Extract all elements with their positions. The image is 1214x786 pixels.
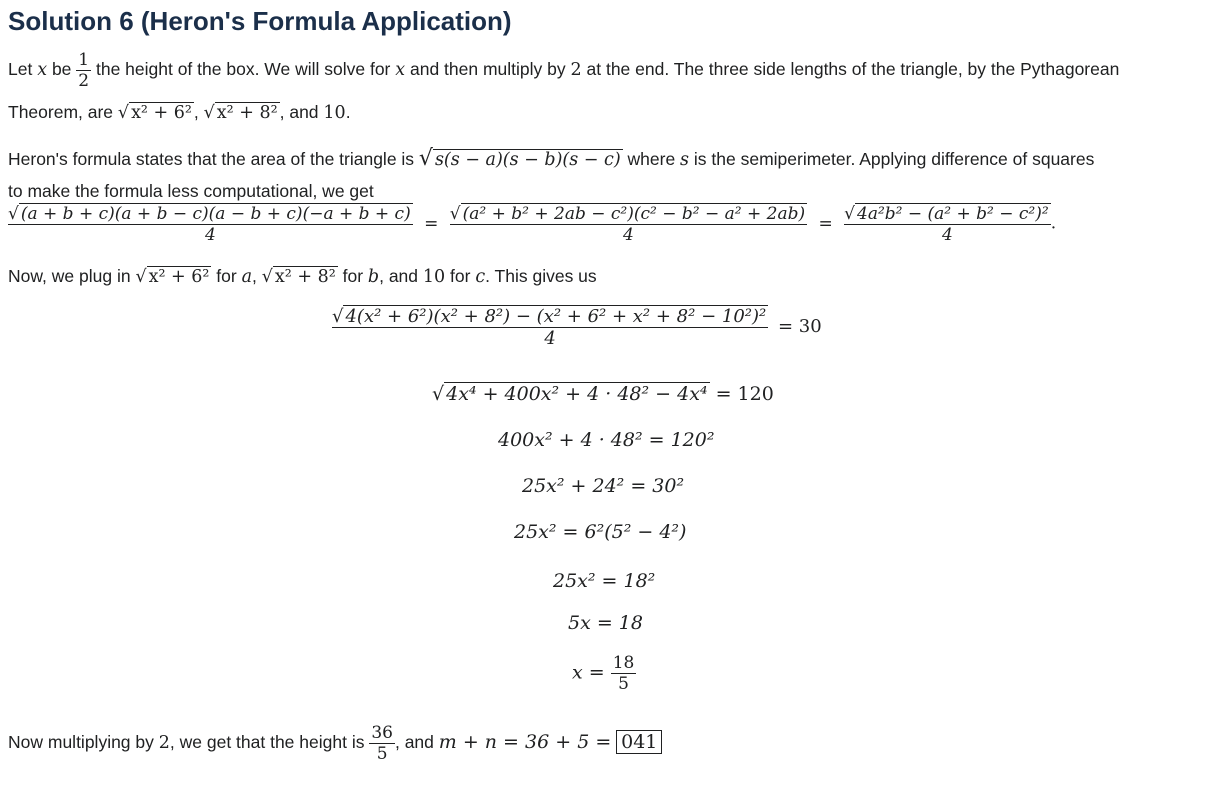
sqrt-side-1: √ x² + 6²	[117, 103, 192, 123]
fraction-numerator: √ (a + b + c)(a + b − c)(a − b + c)(−a + b + c)	[8, 204, 411, 224]
paragraph-4	[8, 723, 662, 764]
text: Heron's formula states that the area of the triangle is	[8, 149, 419, 169]
text: , we get that the height is	[169, 732, 370, 753]
text: Theorem, are	[8, 102, 118, 122]
text: for	[445, 266, 476, 286]
solution-title: Solution 6 (Heron's Formula Application)	[8, 6, 512, 36]
text: , and	[279, 102, 324, 122]
paragraph-1-line-2: Theorem, are √ x² + 6² , √ x² + 8² , and 10.	[8, 102, 351, 123]
text: Let	[8, 59, 38, 80]
heron-formula-chain: $\frac{√ (a + b + c)(a + b - c)(a - b + c)(-a + b + c)}{4}$ = $\frac{\text{√ (a² + b² + 2ab − c²)(c² − b² − a² + 2ab)}}{4}$ = $\frac{\text{√ 4a²b² − (a² + b² − c²)²}}{4}$ .	[8, 204, 1057, 245]
answer-box: 041	[616, 730, 662, 754]
math-c: c	[475, 267, 486, 287]
paragraph-2-line-1	[8, 146, 1094, 171]
step-2-rhs: = 120	[715, 383, 774, 405]
radicand: x² + 8²	[216, 103, 278, 123]
text: the height of the box. We will solve for	[91, 59, 396, 80]
paragraph-1-line-1	[8, 50, 1119, 91]
text: and then multiply by	[405, 59, 571, 80]
text: where	[622, 149, 681, 169]
step-4-equation: 25x² + 24² = 30²	[522, 475, 685, 497]
paragraph-3	[8, 266, 597, 287]
fraction-numerator: 18	[612, 653, 635, 673]
math-s: s	[680, 150, 690, 170]
paragraph-2-line-2	[8, 181, 374, 202]
math-ten: 10	[323, 103, 346, 123]
step-2-sqrt: √ 4x⁴ + 400x² + 4 · 48² − 4x⁴	[432, 383, 708, 405]
text: is the semiperimeter. Applying difference of squares	[689, 149, 1095, 169]
text: . This gives us	[485, 266, 597, 286]
formula-fraction-3	[844, 203, 1051, 245]
math-x: x	[395, 60, 406, 81]
sqrt-heron: √ s(s − a)(s − b)(s − c)	[418, 146, 621, 171]
math-a: a	[241, 267, 253, 287]
fraction-denominator: 4	[544, 328, 556, 349]
math-two: 2	[158, 733, 170, 754]
text: ,	[252, 266, 262, 286]
radicand: s(s − a)(s − b)(s − c)	[434, 150, 621, 170]
fraction-denominator: 4	[623, 225, 634, 245]
fraction-denominator: 5	[618, 674, 629, 694]
fraction-denominator: 2	[78, 71, 90, 91]
text: , and	[394, 732, 439, 753]
height-fraction	[369, 723, 395, 764]
step-3-equation: 400x² + 4 · 48² = 120²	[498, 429, 715, 451]
step-5-equation: 25x² = 6²(5² − 4²)	[514, 521, 687, 543]
text: for	[211, 266, 242, 286]
sqrt-side-2: √ x² + 8²	[203, 103, 278, 123]
step-1-fraction	[332, 305, 768, 349]
step-8-lhs: x =	[572, 661, 605, 684]
text: be	[47, 59, 77, 80]
sqrt-a-expr: √ x² + 6²	[135, 267, 210, 287]
step-6-equation: 25x² = 18²	[553, 570, 656, 592]
step-8-fraction	[611, 653, 637, 694]
fraction-denominator: 4	[942, 225, 953, 245]
math-b: b	[367, 267, 380, 287]
text: to make the formula less computational, we get	[8, 181, 374, 201]
fraction-numerator: √ 4a²b² − (a² + b² − c²)²	[844, 204, 1049, 224]
fraction-numerator: 1	[78, 50, 90, 70]
text: at the end. The three side lengths of the triangle, by the Pythagorean	[581, 59, 1120, 80]
text: .	[345, 102, 351, 122]
fraction-denominator: 5	[376, 744, 388, 764]
fraction-one-half	[76, 50, 91, 91]
formula-fraction-2	[450, 203, 807, 245]
radicand: x² + 6²	[131, 103, 192, 123]
step-7-equation: 5x = 18	[568, 612, 643, 634]
math-ten: 10	[422, 267, 446, 287]
sqrt-b-expr: √ x² + 8²	[261, 267, 336, 287]
step-2-equation	[432, 382, 774, 405]
sum-expression: m + n = 36 + 5 =	[438, 731, 612, 754]
math-two: 2	[570, 60, 582, 81]
step-8-equation	[572, 653, 636, 694]
text: , and	[379, 266, 423, 286]
step-1-equation	[332, 305, 822, 349]
fraction-numerator: √ 4(x² + 6²)(x² + 8²) − (x² + 6² + x² + 8² − 10²)²	[332, 306, 767, 327]
formula-fraction-1	[8, 203, 413, 245]
step-1-rhs: = 30	[777, 316, 822, 337]
fraction-numerator: √ (a² + b² + 2ab − c²)(c² − b² − a² + 2ab)	[449, 204, 806, 224]
math-x: x	[37, 60, 48, 81]
fraction-denominator: 4	[204, 225, 216, 245]
text: Now multiplying by	[8, 732, 159, 753]
fraction-numerator: 36	[371, 723, 393, 743]
text: for	[337, 266, 368, 286]
text: Now, we plug in	[8, 266, 136, 286]
